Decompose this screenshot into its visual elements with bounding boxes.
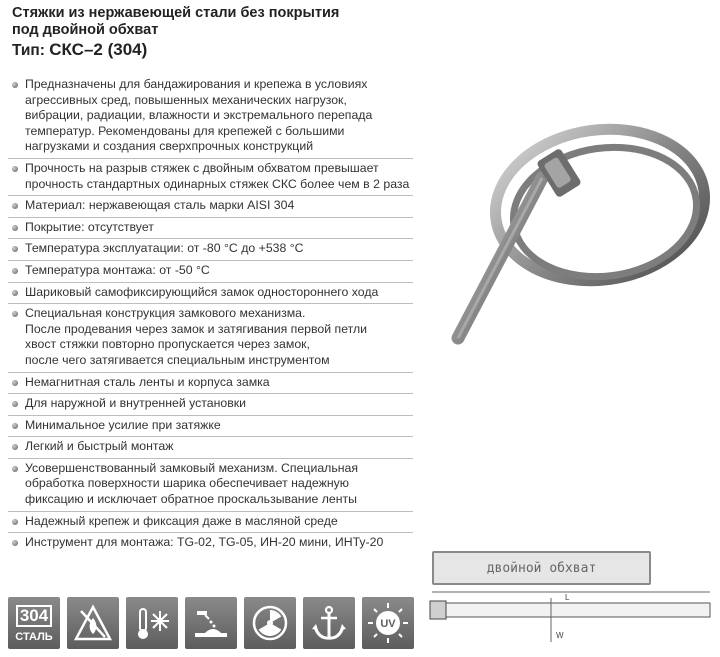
feature-text: Материал: нержавеющая сталь марки AISI 304: [25, 198, 295, 213]
feature-text: Немагнитная сталь ленты и корпуса замка: [25, 374, 270, 389]
bullet-icon: [12, 401, 18, 407]
feature-item: [8, 196, 413, 218]
bullet-icon: [12, 82, 18, 88]
bullet-icon: [12, 246, 18, 252]
feature-text: Температура монтажа: от -50 °C: [25, 262, 210, 277]
svg-text:UV: UV: [380, 618, 396, 630]
feature-text: Специальная конструкция замкового механизма. После продевания через замок и затягивания первой петли хвост стяжки повторно пропускается через замок, после чего затягивается специальным инструментом: [25, 306, 368, 367]
bullet-icon: [12, 225, 18, 231]
feature-item: [8, 394, 413, 416]
double-wrap-label: двойной обхват: [432, 551, 651, 585]
anchor-icon: [303, 597, 355, 649]
bullet-icon: [12, 380, 18, 386]
width-label: W: [556, 631, 564, 640]
bullet-icon: [12, 519, 18, 525]
feature-item: [8, 159, 413, 196]
feature-text: Предназначены для бандажирования и крепежа в условиях агрессивных сред, повышенных механических нагрузок, вибрации, радиации, влажности и экстремального перепада температур. Рекомендованы для крепежей с большими нагрузками и создания сверхпрочных конструкций: [25, 77, 373, 154]
feature-text: Минимальное усилие при затяжке: [25, 417, 221, 432]
bullet-icon: [12, 444, 18, 450]
feature-item: [8, 218, 413, 240]
feature-text: Легкий и быстрый монтаж: [25, 439, 174, 454]
bullet-icon: [12, 466, 18, 472]
radiation-resistant-icon: [244, 597, 296, 649]
type-prefix: Тип:: [12, 42, 50, 59]
bullet-icon: [12, 268, 18, 274]
feature-text: Прочность на разрыв стяжек с двойным обхватом превышает прочность стандартных одинарных стяжек СКС более чем в 2 раза: [25, 160, 410, 191]
bullet-icon: [12, 166, 18, 172]
lock-head: [430, 601, 446, 619]
title-line-1: Стяжки из нержавеющей стали без покрытия: [12, 5, 340, 21]
type-line: [12, 40, 432, 61]
feature-item: [8, 75, 413, 159]
product-title: [12, 5, 432, 61]
feature-item: [8, 459, 413, 512]
steel-number: 304: [16, 605, 52, 627]
bullet-icon: [12, 423, 18, 429]
bullet-icon: [12, 540, 18, 546]
feature-text: Шариковый самофиксирующийся замок одностороннего хода: [25, 284, 379, 299]
uv-resistant-icon: [362, 597, 414, 649]
feature-item: [8, 304, 413, 372]
feature-item: [8, 533, 413, 554]
feature-item: [8, 261, 413, 283]
cable-tie-image: [450, 100, 715, 350]
cold-temperature-icon: [126, 597, 178, 649]
length-label: L: [565, 593, 570, 602]
property-icons: [8, 597, 414, 649]
feature-text: Температура эксплуатации: от -80 °C до +538 °C: [25, 241, 304, 256]
feature-item: [8, 512, 413, 534]
title-line-2: под двойной обхват: [12, 22, 159, 38]
steel-word: СТАЛЬ: [15, 631, 53, 643]
bullet-icon: [12, 311, 18, 317]
feature-text: Усовершенствованный замковый механизм. Специальная обработка поверхности шарика обеспечивает надежную фиксацию и исключает обратное проскальзывание ленты: [25, 460, 359, 507]
bullet-icon: [12, 203, 18, 209]
dimension-drawing: [420, 586, 720, 646]
feature-text: Инструмент для монтажа: TG-02, TG-05, ИН-20 мини, ИНТу-20: [25, 535, 384, 550]
feature-item: [8, 437, 413, 459]
feature-list: [8, 75, 413, 554]
feature-text: Покрытие: отсутствует: [25, 219, 154, 234]
steel-304-icon: [8, 597, 60, 649]
feature-text: Надежный крепеж и фиксация даже в масляной среде: [25, 513, 338, 528]
chemical-resistant-icon: [185, 597, 237, 649]
feature-item: [8, 373, 413, 395]
fire-resistant-icon: [67, 597, 119, 649]
type-code: СКС–2 (304): [49, 40, 148, 59]
feature-item: [8, 416, 413, 438]
feature-item: [8, 239, 413, 261]
feature-item: [8, 283, 413, 305]
band-outline: [432, 603, 710, 617]
feature-text: Для наружной и внутренней установки: [25, 396, 247, 411]
bullet-icon: [12, 290, 18, 296]
